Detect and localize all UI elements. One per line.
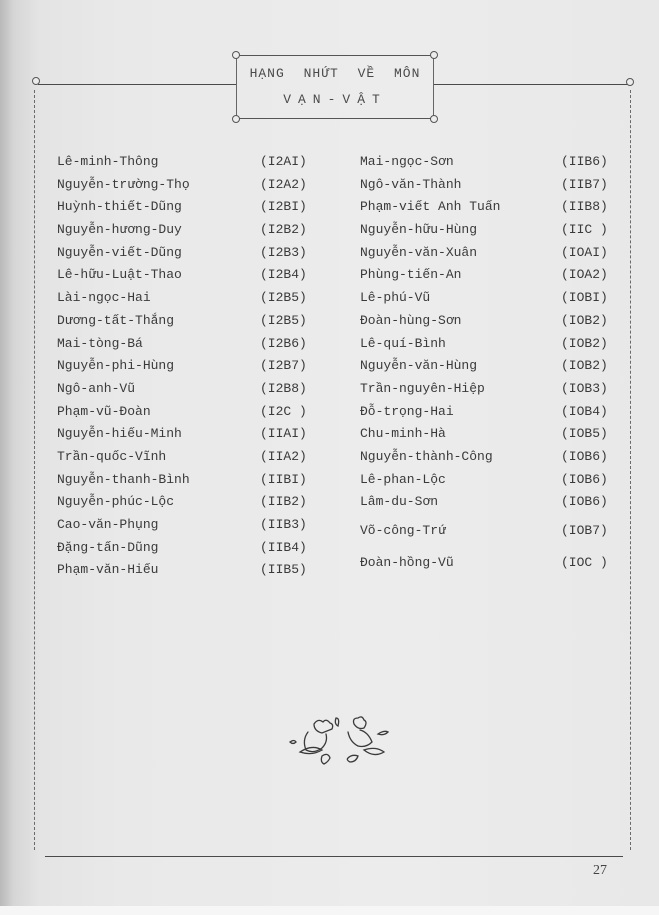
list-item <box>360 288 622 311</box>
class-code: (IOB3) <box>561 380 608 396</box>
class-code: (I2C ) <box>260 403 307 419</box>
student-name: Ngô-văn-Thành <box>360 176 462 192</box>
list-item <box>360 152 622 175</box>
list-item <box>57 424 347 447</box>
student-name: Lê-phú-Vũ <box>360 290 431 306</box>
student-name: Phạm-viết Anh Tuấn <box>360 199 501 215</box>
list-item <box>360 492 622 515</box>
class-code: (I2B3) <box>260 244 307 260</box>
class-code: (I2B5) <box>260 290 307 306</box>
list-item <box>57 447 347 470</box>
title-subject: VẠN-VẬT <box>283 92 387 107</box>
class-code: (IOB6) <box>561 448 608 464</box>
title-corner-ring-icon <box>430 115 438 123</box>
student-name: Lê-phan-Lộc <box>360 471 446 487</box>
list-item <box>57 243 347 266</box>
student-name: Nguyễn-viết-Dũng <box>57 244 182 260</box>
student-name: Dương-tất-Thắng <box>57 312 175 328</box>
title-box <box>236 55 434 119</box>
title-corner-ring-icon <box>430 51 438 59</box>
class-code: (I2BI) <box>260 199 307 215</box>
list-item <box>360 515 622 547</box>
class-code: (IIB8) <box>561 199 608 215</box>
student-name: Chu-minh-Hà <box>360 426 446 442</box>
student-name: Nguyễn-văn-Hùng <box>360 358 478 374</box>
page-number: 27 <box>593 863 607 878</box>
list-item <box>360 243 622 266</box>
frame-corner-ring-icon <box>32 77 40 85</box>
list-item <box>57 515 347 538</box>
student-name: Trần-quốc-Vĩnh <box>57 448 167 464</box>
student-name: Cao-văn-Phụng <box>57 517 159 532</box>
student-name: Nguyễn-hương-Duy <box>57 222 182 238</box>
right-column-list <box>360 152 622 579</box>
list-item <box>57 175 347 198</box>
list-item <box>57 311 347 334</box>
student-name: Lài-ngọc-Hai <box>57 290 151 306</box>
class-code: (IOB2) <box>561 312 608 328</box>
class-code: (I2A2) <box>260 176 307 192</box>
student-name: Nguyễn-phúc-Lộc <box>57 494 175 510</box>
list-item <box>57 379 347 402</box>
list-item <box>57 220 347 243</box>
class-code: (IOB4) <box>561 403 608 419</box>
student-name: Phạm-văn-Hiếu <box>57 562 159 578</box>
student-name: Trần-nguyên-Hiệp <box>360 380 485 396</box>
list-item <box>360 547 622 579</box>
class-code: (IIB7) <box>561 176 608 192</box>
student-name: Lê-hữu-Luật-Thao <box>57 267 182 283</box>
student-name: Lê-quí-Bình <box>360 335 446 351</box>
list-item <box>360 447 622 470</box>
list-item <box>57 470 347 493</box>
list-item <box>57 402 347 425</box>
class-code: (I2B7) <box>260 358 307 374</box>
title-corner-ring-icon <box>232 115 240 123</box>
class-code: (I2AI) <box>260 154 307 169</box>
list-item <box>360 311 622 334</box>
title-heading: HẠNG NHỨT VỀ MÔN <box>249 66 421 81</box>
student-name: Nguyễn-văn-Xuân <box>360 244 478 260</box>
student-name: Nguyễn-trường-Thọ <box>57 176 190 192</box>
list-item <box>360 220 622 243</box>
student-name: Đặng-tấn-Dũng <box>57 539 159 555</box>
list-item <box>360 402 622 425</box>
list-item <box>57 560 347 583</box>
class-code: (IOB5) <box>561 426 608 442</box>
class-code: (IOBI) <box>561 290 608 306</box>
student-name: Lê-minh-Thông <box>57 154 159 169</box>
student-name: Phùng-tiến-An <box>360 267 462 283</box>
scan-bottom-edge <box>0 906 659 915</box>
class-code: (IOB2) <box>561 358 608 374</box>
student-name: Nguyễn-hiếu-Minh <box>57 426 182 442</box>
student-name: Đoàn-hùng-Sơn <box>360 312 462 328</box>
list-item <box>360 334 622 357</box>
class-code: (IIA2) <box>260 448 307 464</box>
student-name: Nguyễn-thành-Công <box>360 448 493 464</box>
list-item <box>57 492 347 515</box>
student-name: Nguyễn-hữu-Hùng <box>360 222 478 238</box>
student-name: Ngô-anh-Vũ <box>57 380 136 396</box>
list-item <box>57 197 347 220</box>
list-item <box>57 356 347 379</box>
class-code: (IOC ) <box>561 555 608 570</box>
class-code: (IIAI) <box>260 426 307 442</box>
student-name: Nguyễn-thanh-Bình <box>57 471 190 487</box>
list-item <box>360 424 622 447</box>
class-code: (IOA2) <box>561 267 608 283</box>
class-code: (IIC ) <box>561 222 608 238</box>
class-code: (IOAI) <box>561 244 608 260</box>
class-code: (IIB5) <box>260 562 307 578</box>
list-item <box>57 334 347 357</box>
frame-corner-ring-icon <box>626 78 634 86</box>
class-code: (I2B8) <box>260 380 307 396</box>
list-item <box>360 175 622 198</box>
frame-top-right-rule <box>434 84 628 85</box>
student-name: Đoàn-hồng-Vũ <box>360 555 454 570</box>
frame-left-rule <box>34 90 35 850</box>
student-name: Mai-tòng-Bá <box>57 335 143 351</box>
class-code: (I2B4) <box>260 267 307 283</box>
class-code: (IOB6) <box>561 471 608 487</box>
frame-right-rule <box>630 90 631 850</box>
student-name: Võ-công-Trứ <box>360 523 446 538</box>
list-item <box>57 538 347 561</box>
class-code: (IIB4) <box>260 539 307 555</box>
list-item <box>360 379 622 402</box>
list-item <box>360 470 622 493</box>
class-code: (I2B6) <box>260 335 307 351</box>
list-item <box>57 265 347 288</box>
class-code: (IIB2) <box>260 494 307 510</box>
floral-ornament-icon <box>278 710 398 780</box>
class-code: (I2B5) <box>260 312 307 328</box>
list-item <box>360 197 622 220</box>
class-code: (IOB7) <box>561 523 608 538</box>
class-code: (I2B2) <box>260 222 307 238</box>
frame-bottom-rule <box>45 856 623 857</box>
list-item <box>57 152 347 175</box>
class-code: (IIBI) <box>260 471 307 487</box>
list-item <box>360 356 622 379</box>
student-name: Nguyễn-phi-Hùng <box>57 358 175 374</box>
student-name: Lâm-du-Sơn <box>360 494 439 510</box>
list-item <box>360 265 622 288</box>
class-code: (IIB6) <box>561 154 608 169</box>
student-name: Huỳnh-thiết-Dũng <box>57 199 182 215</box>
student-name: Phạm-vũ-Đoàn <box>57 403 151 419</box>
student-name: Đỗ-trọng-Hai <box>360 403 454 419</box>
list-item <box>57 288 347 311</box>
frame-top-left-rule <box>38 84 236 85</box>
class-code: (IOB6) <box>561 494 608 510</box>
left-column-list <box>57 152 347 583</box>
class-code: (IOB2) <box>561 335 608 351</box>
title-corner-ring-icon <box>232 51 240 59</box>
class-code: (IIB3) <box>260 517 307 532</box>
student-name: Mai-ngọc-Sơn <box>360 154 454 169</box>
